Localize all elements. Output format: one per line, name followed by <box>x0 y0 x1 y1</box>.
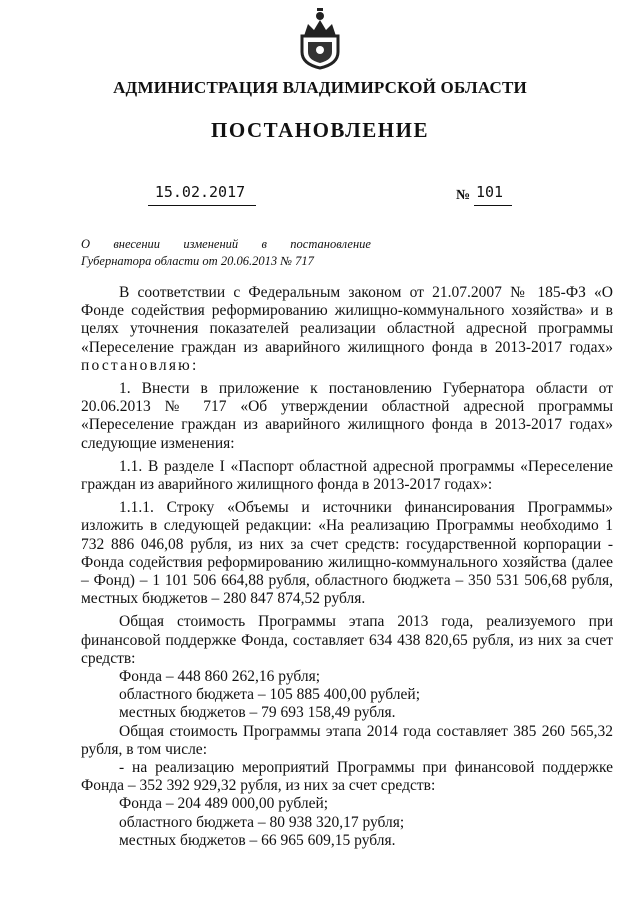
subject-word: изменений <box>183 237 239 251</box>
subject-word: постановление <box>290 237 371 251</box>
date-underline <box>148 205 256 206</box>
list-item: Фонда – 448 860 262,16 рубля; <box>119 668 321 686</box>
subject-word: в <box>261 237 267 251</box>
paragraph-preamble <box>81 284 613 375</box>
document-body <box>81 284 613 850</box>
subject-line-1 <box>81 236 371 253</box>
list-item: местных бюджетов – 66 965 609,15 рубля. <box>119 831 396 849</box>
list-item: областного бюджета – 80 938 320,17 рубля; <box>119 813 405 831</box>
document-subject <box>81 236 371 270</box>
document-type-title: ПОСТАНОВЛЕНИЕ <box>211 118 429 142</box>
paragraph-item-1-1-1: 1.1.1. Строку «Объемы и источники финансирования Программы» изложить в следующей редакции: «На реализацию Программы необходимо 1 732 886 046,08 рубля, из них за счет средств: государственной корпорации - Фонда содействия реформированию жилищно-коммунального хозяйства (далее – Фонд) – 1 101 506 664,88 рубля, областного бюджета – 350 531 506,68 рубля, местных бюджетов – 280 847 874,52 рубля. <box>81 499 613 608</box>
preamble-text: В соответствии с Федеральным законом от 21.07.2007 № 185-ФЗ «О Фонде содействия реформированию жилищно-коммунального хозяйства» и в целях уточнения показателей реализации областной адресной программы «Переселение граждан из аварийного жилищного фонда в 2013-2017 годах» <box>81 284 613 356</box>
paragraph-stage-2014: Общая стоимость Программы этапа 2014 года составляет 385 260 565,32 рубля, в том числе: <box>81 722 613 758</box>
list-item: Фонда – 204 489 000,00 рублей; <box>119 795 329 813</box>
subject-word: О <box>81 237 91 251</box>
paragraph-item-1: 1. Внести в приложение к постановлению Губернатора области от 20.06.2013 № 717 «Об утверждении областной адресной программы «Переселение граждан из аварийного жилищного фонда в 2013-2017 годах» следующие изменения: <box>81 380 613 452</box>
list-item: областного бюджета – 105 885 400,00 рублей; <box>119 686 421 704</box>
resolve-word: постановляю: <box>81 356 199 374</box>
paragraph-fund-support: - на реализацию мероприятий Программы при финансовой поддержке Фонда – 352 392 929,32 рубля, из них за счет средств: <box>81 759 613 795</box>
document-number: 101 <box>476 183 504 201</box>
coat-of-arms-emblem <box>296 6 344 70</box>
number-underline <box>474 205 512 206</box>
subject-word: внесении <box>113 237 161 251</box>
subject-line-2: Губернатора области от 20.06.2013 № 717 <box>81 254 314 268</box>
number-sign: № <box>456 188 471 203</box>
paragraph-item-1-1: 1.1. В разделе I «Паспорт областной адресной программы «Переселение граждан из аварийного жилищного фонда в 2013-2017 годах»: <box>81 457 613 494</box>
document-date: 15.02.2017 <box>154 183 246 201</box>
paragraph-stage-2013: Общая стоимость Программы этапа 2013 года, реализуемого при финансовой поддержке Фонда, составляет 634 438 820,65 рубля, из них за счет средств: <box>81 613 613 667</box>
organization-title: АДМИНИСТРАЦИЯ ВЛАДИМИРСКОЙ ОБЛАСТИ <box>113 78 527 97</box>
list-item: местных бюджетов – 79 693 158,49 рубля. <box>119 704 396 722</box>
